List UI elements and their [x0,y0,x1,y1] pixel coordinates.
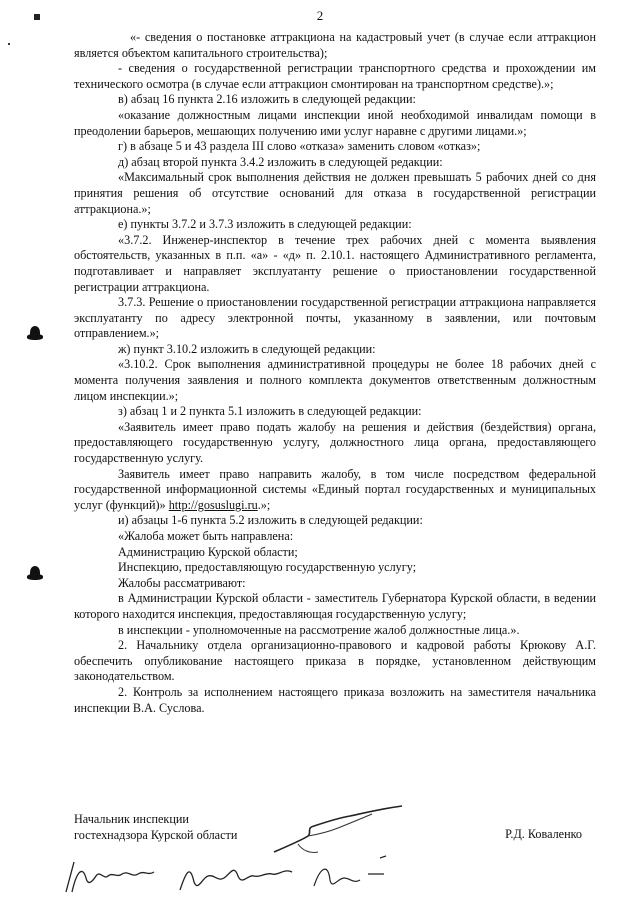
binder-hole-upper [30,326,40,338]
signatory-position-line1: Начальник инспекции [74,812,189,826]
signatory-position [74,812,237,843]
corner-mark [34,14,40,20]
paragraph: Жалобы рассматривают: [118,575,246,590]
signatory-name: Р.Д. Коваленко [505,827,582,841]
paragraph: 2. Начальнику отдела организационно-правового и кадровой работы Крюкову А.Г. обеспечить опубликование настоящего приказа в порядке, установленном действующим законодательством. [74,638,596,684]
paragraph: «Жалоба может быть направлена: [118,529,294,543]
paragraph: в Администрации Курской области - заместитель Губернатора Курской области, в ведении которого находится инспекция, предоставляющая государственную услугу; [74,591,596,621]
handwritten-visas [62,852,402,902]
paragraph: Инспекцию, предоставляющую государственную услугу; [118,560,417,575]
paragraph: е) пункты 3.7.2 и 3.7.3 изложить в следующей редакции: [118,217,412,232]
paragraph: «Максимальный срок выполнения действия не должен превышать 5 рабочих дней со дня принятия решения об отсутствие оснований для отказа в государственной регистрации аттракциона.»; [74,170,596,216]
paragraph: «Заявитель имеет право подать жалобу на решения и действия (бездействия) органа, предоставляющего государственную услугу, должностного лица органа, предоставляющего государственную услугу. [74,419,596,466]
paragraph: з) абзац 1 и 2 пункта 5.1 изложить в следующей редакции: [118,404,422,419]
binder-hole-lower [30,566,40,578]
paragraph-text: Заявитель имеет право направить жалобу, в том числе посредством федеральной государственной информационной системы «Единый портал государственных и муниципальных услуг (функций)» [74,466,596,512]
paragraph: «3.10.2. Срок выполнения административной процедуры не более 18 рабочих дней с момента получения заявления и полного комплекта документов ответственным должностным лицом инспекции.»; [74,357,596,403]
paragraph: Администрацию Курской области; [118,544,298,559]
paragraph-tail: .»; [257,497,271,512]
paragraph: ж) пункт 3.10.2 изложить в следующей редакции: [118,341,376,356]
edge-dot [8,43,10,45]
paragraph: - сведения о государственной регистрации транспортного средства и прохождении им технического осмотра (в случае если аттракцион смонтирован на транспортном средстве).»; [74,61,596,91]
paragraph: г) в абзаце 5 и 43 раздела III слово «отказа» заменить словом «отказ»; [118,139,481,154]
signatory-position-line2: гостехнадзора Курской области [74,827,238,842]
paragraph: в) абзац 16 пункта 2.16 изложить в следующей редакции: [118,92,416,107]
paragraph: д) абзац второй пункта 3.4.2 изложить в следующей редакции: [118,154,443,169]
paragraph: «3.7.2. Инженер-инспектор в течение трех рабочих дней с момента выявления обстоятельств, указанных в п.п. «а» - «д» п. 2.10.1. настоящего Административного регламента, подготавливает и направляет эксплуатанту решение о приостановлении государственной регистрации аттракциона. [74,232,596,294]
paragraph [74,467,596,514]
handwritten-signature [268,800,418,860]
paragraph: и) абзацы 1-6 пункта 5.2 изложить в следующей редакции: [118,513,423,528]
document-body [74,30,596,716]
paragraph: «оказание должностным лицами инспекции иной необходимой инвалидам помощи в преодолении барьеров, мешающих получению ими услуг наравне с другими лицами.»; [74,107,596,138]
paragraph: 2. Контроль за исполнением настоящего приказа возложить на заместителя начальника инспекции В.А. Суслова. [74,684,596,715]
paragraph: в инспекции - уполномоченные на рассмотрение жалоб должностные лица.». [118,622,520,637]
paragraph: «- сведения о постановке аттракциона на кадастровый учет (в случае если аттракцион является объектом капитального строительства); [74,30,596,60]
gosuslugi-link[interactable]: http://gosuslugi.ru [168,497,258,512]
paragraph: 3.7.3. Решение о приостановлении государственной регистрации аттракциона направляется эксплуатанту по адресу электронной почты, указанному в заявлении, или почтовым отправлением.»; [74,295,596,341]
page-number: 2 [316,8,324,23]
